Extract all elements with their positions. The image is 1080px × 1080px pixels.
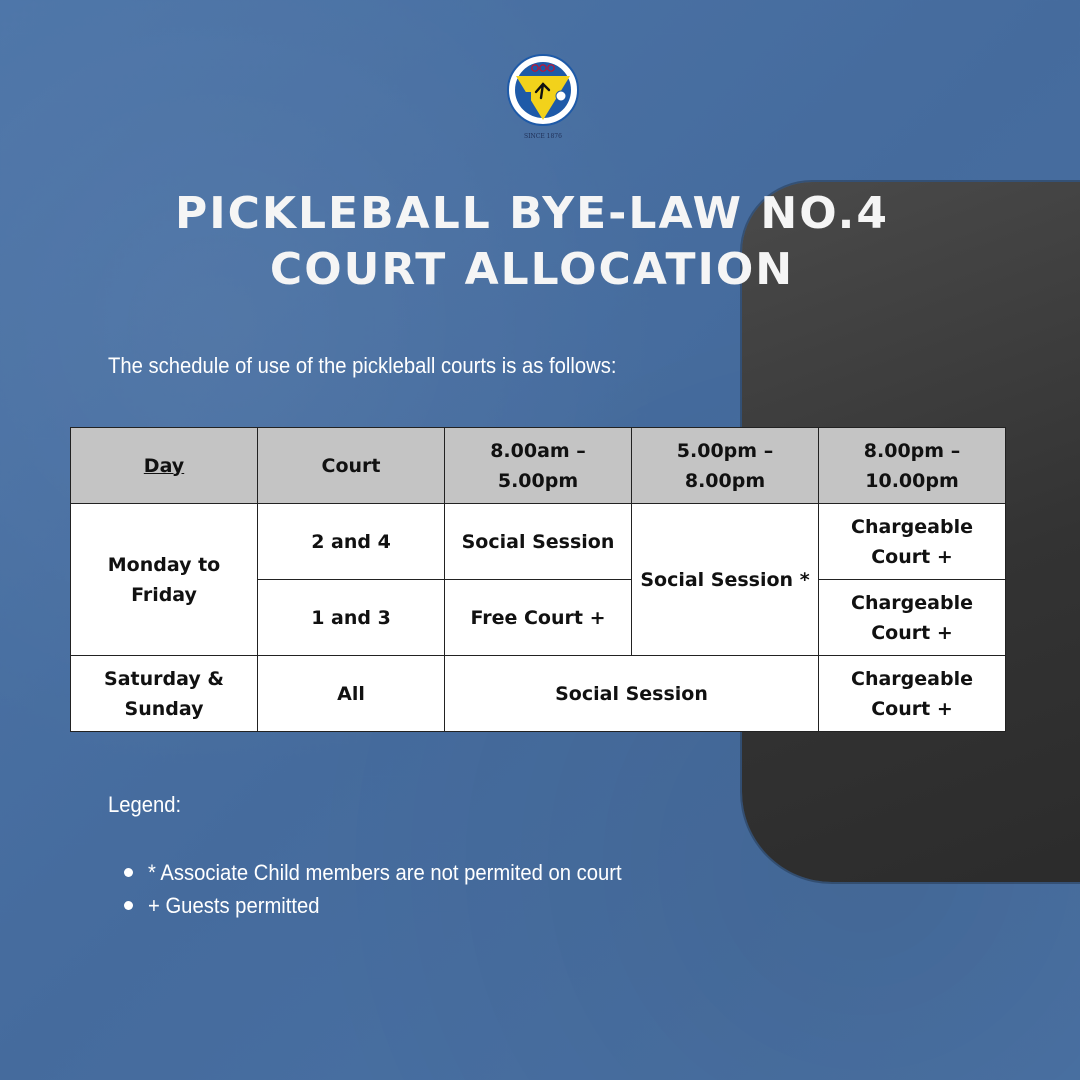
weekend-slot-1-2-cell: Social Session: [445, 656, 819, 732]
header-slot-2: 5.00pm – 8.00pm: [632, 428, 819, 504]
table-row: [71, 656, 1006, 732]
header-court: Court: [258, 428, 445, 504]
weekday-slot-1-cell: Free Court +: [445, 580, 632, 656]
header-slot-1: 8.00am – 5.00pm: [445, 428, 632, 504]
list-item: + Guests permitted: [122, 891, 663, 924]
header-day: Day: [71, 428, 258, 504]
title-line-2: COURT ALLOCATION: [269, 244, 795, 295]
legend-list: [122, 858, 663, 924]
table-header-row: [71, 428, 1006, 504]
table-row: [71, 504, 1006, 580]
weekday-day-cell: Monday to Friday: [71, 504, 258, 656]
page-title: [0, 186, 1064, 298]
logo-since-text: SINCE 1876: [524, 133, 562, 140]
title-line-1: PICKLEBALL BYE-LAW NO.4: [175, 188, 889, 239]
weekend-court-cell: All: [258, 656, 445, 732]
legend-title: Legend:: [108, 792, 182, 817]
weekend-slot-3-cell: Chargeable Court +: [819, 656, 1006, 732]
weekend-day-cell: Saturday & Sunday: [71, 656, 258, 732]
club-logo: [505, 54, 581, 140]
weekday-slot-1-cell: Social Session: [445, 504, 632, 580]
list-item: * Associate Child members are not permited on court: [122, 858, 663, 891]
intro-text: The schedule of use of the pickleball courts is as follows:: [108, 353, 617, 378]
court-schedule-table: [70, 427, 1006, 732]
weekday-slot-2-merged-cell: Social Session *: [632, 504, 819, 656]
weekday-slot-3-cell: Chargeable Court +: [819, 580, 1006, 656]
weekday-court-cell: 1 and 3: [258, 580, 445, 656]
weekday-court-cell: 2 and 4: [258, 504, 445, 580]
header-slot-3: 8.00pm – 10.00pm: [819, 428, 1006, 504]
weekday-slot-3-cell: Chargeable Court +: [819, 504, 1006, 580]
